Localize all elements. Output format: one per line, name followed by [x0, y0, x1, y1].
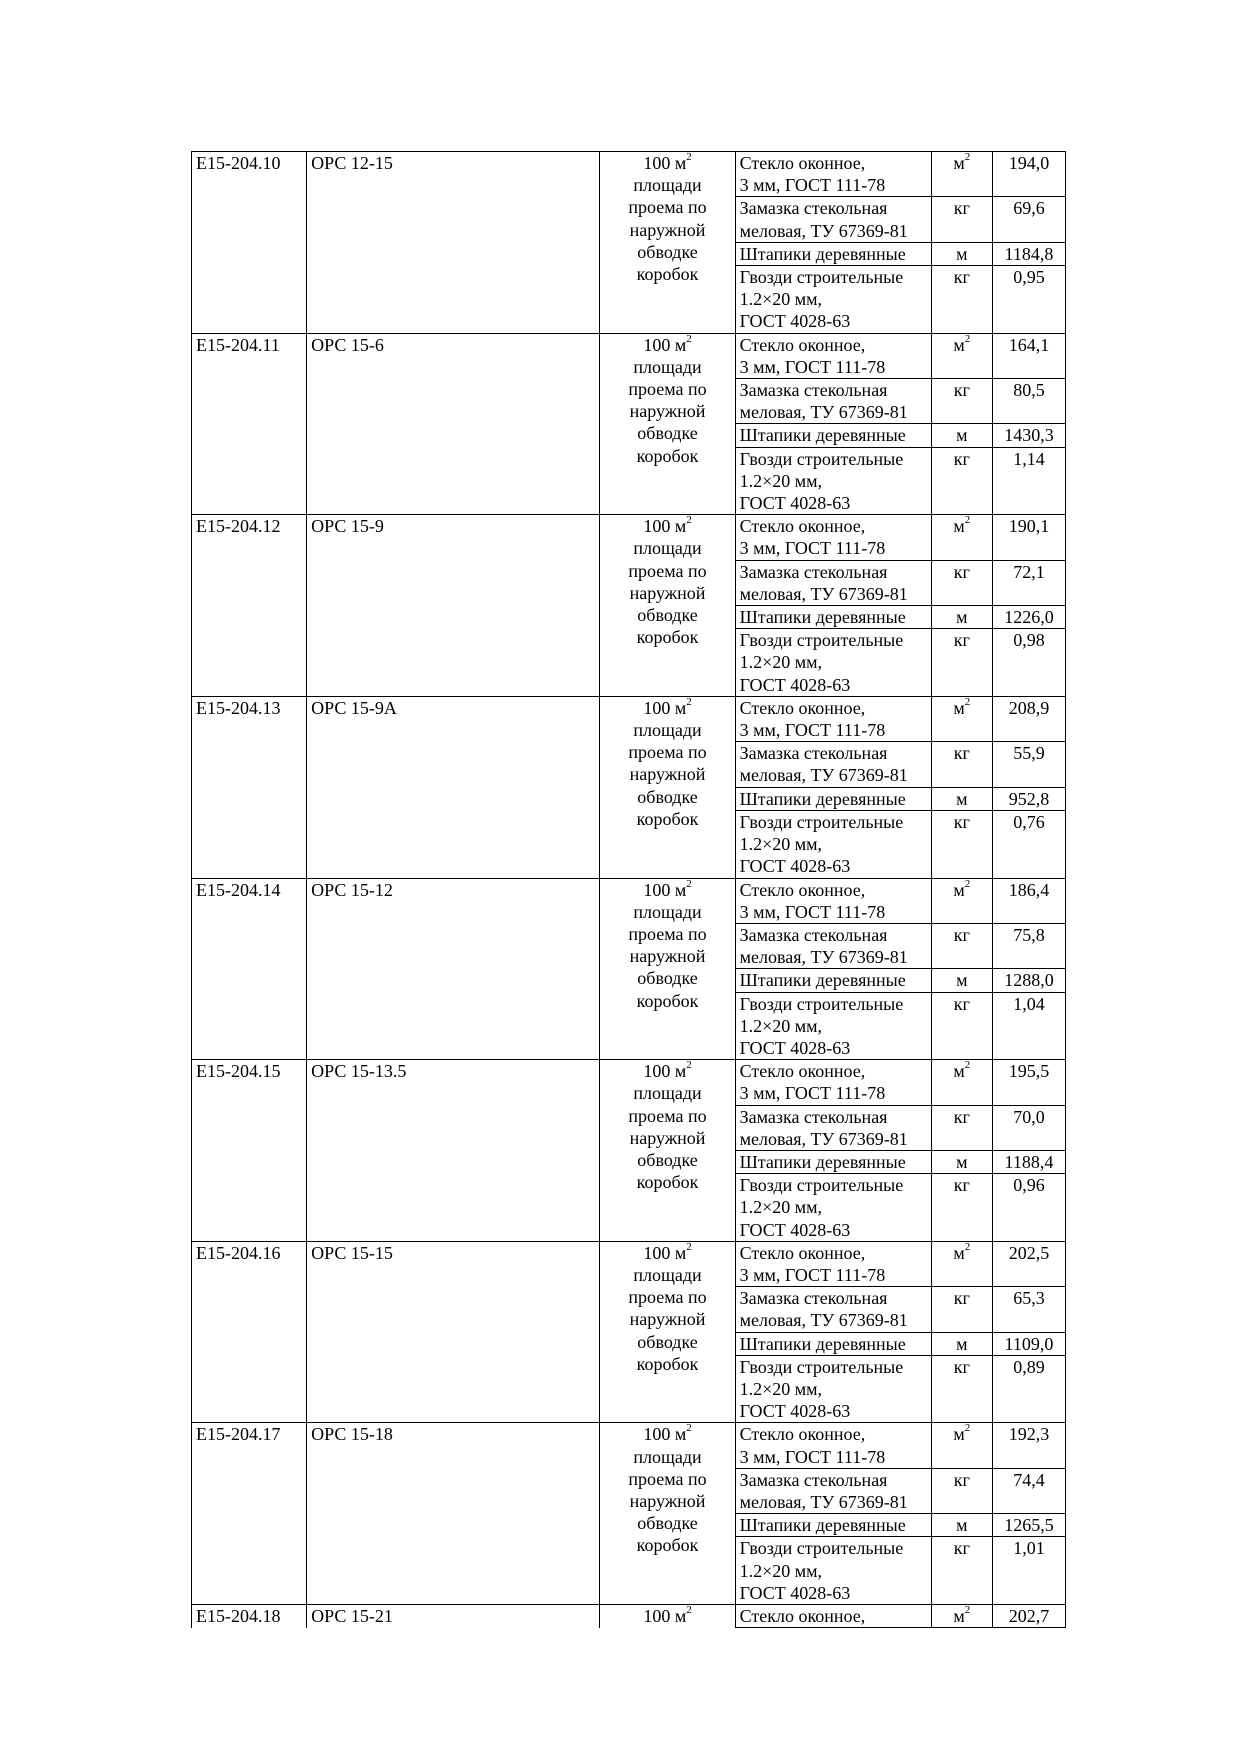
resource-unit: кг — [931, 629, 992, 697]
table-row — [192, 1605, 1066, 1628]
resource-name-line: 1.2×20 мм, — [739, 1378, 823, 1399]
resource-name — [735, 742, 931, 787]
norm-unit-line: наружной — [629, 582, 706, 603]
norm-name: ОРС 15-13.5 — [307, 1060, 600, 1242]
resource-value: 69,6 — [992, 197, 1065, 242]
resource-name — [735, 696, 931, 741]
resource-name-line: 3 мм, ГОСТ 111-78 — [739, 1083, 886, 1104]
norm-unit — [600, 696, 735, 878]
norm-unit-line: обводке — [637, 786, 698, 807]
norm-unit-line: обводке — [637, 1513, 698, 1534]
resource-name-line: 3 мм, ГОСТ 111-78 — [739, 175, 886, 196]
norm-name: ОРС 15-6 — [307, 333, 600, 515]
resource-name-line: ГОСТ 4028-63 — [739, 856, 851, 877]
norm-unit-line: 100 $м^2$ — [643, 878, 692, 900]
norm-unit-line: наружной — [629, 1490, 706, 1511]
resource-unit: м — [931, 787, 992, 810]
resource-value: 1109,0 — [992, 1332, 1065, 1355]
resource-name-line: Гвозди строительные — [739, 1175, 904, 1196]
resource-unit: кг — [931, 1355, 992, 1423]
norm-unit-line: 100 $м^2$ — [643, 696, 692, 718]
resource-unit: $м^2$ — [931, 333, 992, 378]
resource-unit: кг — [931, 1105, 992, 1150]
resource-name-line: меловая, ТУ 67369-81 — [739, 1310, 908, 1331]
resource-name — [735, 1150, 931, 1173]
resource-name-line: Замазка стекольная — [739, 561, 888, 582]
norm-code: Е15-204.12 — [192, 515, 307, 697]
norm-name: ОРС 15-15 — [307, 1241, 600, 1423]
resource-name-line: Стекло оконное, — [739, 1242, 866, 1263]
resource-unit: кг — [931, 1287, 992, 1332]
norm-code: Е15-204.16 — [192, 1241, 307, 1423]
resource-unit: кг — [931, 1537, 992, 1605]
resource-value: 0,89 — [992, 1355, 1065, 1423]
resource-name-line: Стекло оконное, — [739, 516, 866, 537]
resource-name — [735, 1537, 931, 1605]
resource-name — [735, 969, 931, 992]
resource-unit: $м^2$ — [931, 696, 992, 741]
norm-unit-line: площади — [633, 356, 702, 377]
resource-name-line: ГОСТ 4028-63 — [739, 1401, 851, 1422]
resource-value: 0,98 — [992, 629, 1065, 697]
table-row — [192, 152, 1066, 197]
norm-unit — [600, 1241, 735, 1423]
resource-name-line: Гвозди строительные — [739, 1356, 904, 1377]
resource-name-line: меловая, ТУ 67369-81 — [739, 765, 908, 786]
resource-unit: $м^2$ — [931, 1241, 992, 1286]
norm-unit-line: проема по — [628, 197, 707, 218]
resource-name-line: ГОСТ 4028-63 — [739, 311, 851, 332]
norm-unit-line: 100 $м^2$ — [643, 514, 692, 537]
resource-value: 72,1 — [992, 560, 1065, 605]
resource-name-line: Штапики деревянные — [739, 425, 906, 446]
resource-name — [735, 266, 931, 334]
norm-unit — [600, 1605, 735, 1628]
resource-name-line: Стекло оконное, — [739, 879, 866, 900]
norm-unit-line: коробок — [636, 445, 699, 466]
resource-name — [735, 923, 931, 968]
resource-value: 1265,5 — [992, 1514, 1065, 1537]
table-row — [192, 515, 1066, 560]
norm-unit-line: наружной — [629, 1127, 706, 1148]
resource-unit: кг — [931, 992, 992, 1060]
norm-unit-line: коробок — [636, 264, 699, 285]
norm-unit — [600, 333, 735, 515]
resource-name-line: Штапики деревянные — [739, 243, 906, 264]
resource-name — [735, 242, 931, 265]
norm-unit-line: проема по — [628, 560, 707, 581]
norm-unit — [600, 515, 735, 697]
resource-unit: кг — [931, 447, 992, 515]
resource-name-line: Стекло оконное, — [739, 153, 866, 173]
norm-unit-line: проема по — [628, 1105, 707, 1126]
norm-unit — [600, 878, 735, 1060]
resource-name-line: Замазка стекольная — [739, 380, 888, 401]
resource-name — [735, 992, 931, 1060]
norm-unit-line: коробок — [636, 990, 699, 1011]
norm-unit-line: обводке — [637, 605, 698, 626]
resource-name-line: Гвозди строительные — [739, 1538, 904, 1559]
norm-unit-line: наружной — [629, 1309, 706, 1330]
resource-unit: м — [931, 424, 992, 447]
norm-unit-line: коробок — [636, 1535, 699, 1556]
norm-unit-line: площади — [633, 538, 702, 559]
resource-value: 194,0 — [992, 152, 1065, 197]
norm-unit-line: 100 $м^2$ — [643, 151, 692, 173]
resource-name-line: Гвозди строительные — [739, 811, 904, 832]
resource-unit: $м^2$ — [931, 515, 992, 560]
resource-unit: кг — [931, 379, 992, 424]
norm-unit — [600, 1060, 735, 1242]
resource-name-line: 3 мм, ГОСТ 111-78 — [739, 720, 886, 741]
resource-name — [735, 379, 931, 424]
norm-unit-line: наружной — [629, 764, 706, 785]
norm-unit-line: проема по — [628, 923, 707, 944]
norm-unit-line: проема по — [628, 742, 707, 763]
norm-unit-line: 100 $м^2$ — [643, 333, 692, 355]
resource-name — [735, 878, 931, 923]
resource-unit: м — [931, 1150, 992, 1173]
norm-unit-line: проема по — [628, 379, 707, 400]
resource-value: 952,8 — [992, 787, 1065, 810]
resource-name — [735, 447, 931, 515]
resource-name-line: Замазка стекольная — [739, 743, 888, 764]
resource-value: 1,01 — [992, 1537, 1065, 1605]
resource-value: 186,4 — [992, 878, 1065, 923]
resource-name-line: 3 мм, ГОСТ 111-78 — [739, 901, 886, 922]
resource-unit: кг — [931, 560, 992, 605]
norms-table — [191, 151, 1066, 1628]
resource-unit: $м^2$ — [931, 1423, 992, 1468]
norm-code: Е15-204.11 — [192, 333, 307, 515]
resource-name — [735, 152, 931, 197]
resource-value: 1288,0 — [992, 969, 1065, 992]
resource-unit: кг — [931, 923, 992, 968]
norm-unit-line: коробок — [636, 627, 699, 648]
resource-name — [735, 1060, 931, 1105]
norm-name: ОРС 15-9 — [307, 515, 600, 697]
resource-name-line: 1.2×20 мм, — [739, 289, 823, 310]
resource-name-line: Штапики деревянные — [739, 607, 906, 628]
norm-unit-line: коробок — [636, 1172, 699, 1193]
resource-name-line: 3 мм, ГОСТ 111-78 — [739, 1446, 886, 1467]
resource-unit: кг — [931, 810, 992, 878]
norm-unit-line: обводке — [637, 423, 698, 444]
resource-name-line: меловая, ТУ 67369-81 — [739, 583, 908, 604]
resource-name-line: Гвозди строительные — [739, 630, 904, 651]
resource-name — [735, 606, 931, 629]
resource-name-line: Замазка стекольная — [739, 198, 888, 219]
resource-value: 1188,4 — [992, 1150, 1065, 1173]
norm-unit — [600, 152, 735, 334]
norm-code: Е15-204.10 — [192, 152, 307, 334]
resource-name-line: 1.2×20 мм, — [739, 652, 823, 673]
resource-name-line: Стекло оконное, — [739, 1606, 866, 1626]
norm-unit-line: обводке — [637, 968, 698, 989]
norm-code: Е15-204.17 — [192, 1423, 307, 1605]
norms-table-body — [192, 152, 1066, 1628]
resource-name — [735, 333, 931, 378]
resource-unit: м — [931, 606, 992, 629]
resource-name-line: Гвозди строительные — [739, 993, 904, 1014]
resource-name — [735, 1332, 931, 1355]
resource-name — [735, 1287, 931, 1332]
resource-name-line: меловая, ТУ 67369-81 — [739, 220, 908, 241]
resource-name — [735, 1174, 931, 1242]
table-row — [192, 333, 1066, 378]
resource-name-line: 1.2×20 мм, — [739, 1015, 823, 1036]
resource-value: 80,5 — [992, 379, 1065, 424]
resource-name-line: Стекло оконное, — [739, 1424, 866, 1445]
norm-unit-line: 100 $м^2$ — [643, 1422, 692, 1445]
resource-name — [735, 515, 931, 560]
resource-name — [735, 1468, 931, 1513]
resource-name-line: меловая, ТУ 67369-81 — [739, 1128, 908, 1149]
resource-name — [735, 1605, 931, 1628]
table-row — [192, 696, 1066, 741]
norm-unit-line: площади — [633, 720, 702, 741]
resource-name — [735, 1514, 931, 1537]
resource-value: 164,1 — [992, 333, 1065, 378]
norm-unit-line: 100 $м^2$ — [643, 1059, 692, 1082]
resource-name-line: 1.2×20 мм, — [739, 834, 823, 855]
norm-unit-line: проема по — [628, 1287, 707, 1308]
resource-name-line: Гвозди строительные — [739, 267, 904, 288]
resource-value: 74,4 — [992, 1468, 1065, 1513]
norm-unit-line: наружной — [629, 219, 706, 240]
resource-value: 202,7 — [992, 1605, 1065, 1628]
resource-name — [735, 629, 931, 697]
resource-unit: м — [931, 1514, 992, 1537]
resource-name-line: ГОСТ 4028-63 — [739, 674, 851, 695]
resource-value: 0,96 — [992, 1174, 1065, 1242]
norm-unit-line: 100 $м^2$ — [643, 1604, 692, 1626]
resource-unit: кг — [931, 1468, 992, 1513]
resource-name-line: меловая, ТУ 67369-81 — [739, 947, 908, 968]
norm-unit-line: площади — [633, 1083, 702, 1104]
resource-name — [735, 197, 931, 242]
resource-name-line: Штапики деревянные — [739, 1151, 906, 1172]
resource-name-line: Замазка стекольная — [739, 1288, 888, 1309]
resource-name — [735, 1105, 931, 1150]
resource-name — [735, 1355, 931, 1423]
norm-unit-line: площади — [633, 1264, 702, 1285]
norm-unit-line: площади — [633, 1446, 702, 1467]
norm-unit-line: площади — [633, 175, 702, 196]
resource-name — [735, 1241, 931, 1286]
norm-code: Е15-204.14 — [192, 878, 307, 1060]
resource-unit: кг — [931, 266, 992, 334]
resource-value: 208,9 — [992, 696, 1065, 741]
resource-value: 1,04 — [992, 992, 1065, 1060]
table-row — [192, 1423, 1066, 1468]
resource-name-line: 3 мм, ГОСТ 111-78 — [739, 1264, 886, 1285]
resource-name-line: 3 мм, ГОСТ 111-78 — [739, 538, 886, 559]
resource-value: 0,95 — [992, 266, 1065, 334]
resource-name-line: Замазка стекольная — [739, 1469, 888, 1490]
resource-name-line: ГОСТ 4028-63 — [739, 493, 851, 514]
table-row — [192, 878, 1066, 923]
norm-code: Е15-204.15 — [192, 1060, 307, 1242]
resource-name-line: Замазка стекольная — [739, 924, 888, 945]
norm-name: ОРС 15-9А — [307, 696, 600, 878]
resource-unit: $м^2$ — [931, 1605, 992, 1628]
resource-value: 1226,0 — [992, 606, 1065, 629]
resource-name-line: Стекло оконное, — [739, 697, 866, 718]
resource-name-line: Штапики деревянные — [739, 788, 906, 809]
resource-name — [735, 810, 931, 878]
resource-name-line: 1.2×20 мм, — [739, 1560, 823, 1581]
norm-name: ОРС 12-15 — [307, 152, 600, 334]
resource-unit: кг — [931, 1174, 992, 1242]
resource-unit: кг — [931, 197, 992, 242]
resource-name-line: 3 мм, ГОСТ 111-78 — [739, 356, 886, 377]
resource-unit: кг — [931, 742, 992, 787]
resource-name — [735, 424, 931, 447]
resource-name-line: ГОСТ 4028-63 — [739, 1037, 851, 1058]
norm-unit-line: 100 $м^2$ — [643, 1241, 692, 1263]
resource-unit: м — [931, 1332, 992, 1355]
resource-name-line: ГОСТ 4028-63 — [739, 1582, 851, 1603]
resource-name-line: 1.2×20 мм, — [739, 1197, 823, 1218]
norm-unit-line: коробок — [636, 1353, 699, 1374]
resource-unit: $м^2$ — [931, 1060, 992, 1105]
norm-code: Е15-204.13 — [192, 696, 307, 878]
resource-name — [735, 1423, 931, 1468]
resource-value: 1184,8 — [992, 242, 1065, 265]
resource-value: 65,3 — [992, 1287, 1065, 1332]
resource-value: 75,8 — [992, 923, 1065, 968]
norm-name: ОРС 15-18 — [307, 1423, 600, 1605]
resource-value: 55,9 — [992, 742, 1065, 787]
resource-name-line: Гвозди строительные — [739, 448, 904, 469]
resource-name-line: ГОСТ 4028-63 — [739, 1219, 851, 1240]
resource-name-line: 1.2×20 мм, — [739, 470, 823, 491]
resource-value: 192,3 — [992, 1423, 1065, 1468]
resource-value: 1,14 — [992, 447, 1065, 515]
resource-unit: $м^2$ — [931, 878, 992, 923]
resource-value: 0,76 — [992, 810, 1065, 878]
resource-name-line: Замазка стекольная — [739, 1106, 888, 1127]
table-row — [192, 1060, 1066, 1105]
table-row — [192, 1241, 1066, 1286]
resource-name-line: Стекло оконное, — [739, 1061, 866, 1082]
norm-name: ОРС 15-12 — [307, 878, 600, 1060]
norm-name: ОРС 15-21 — [307, 1605, 600, 1628]
norm-unit-line: обводке — [637, 241, 698, 262]
resource-name-line: Штапики деревянные — [739, 1515, 906, 1536]
norm-unit-line: проема по — [628, 1468, 707, 1489]
resource-name — [735, 560, 931, 605]
resource-value: 70,0 — [992, 1105, 1065, 1150]
resource-unit: м — [931, 969, 992, 992]
resource-name-line: меловая, ТУ 67369-81 — [739, 402, 908, 423]
norm-unit-line: обводке — [637, 1149, 698, 1170]
resource-name — [735, 787, 931, 810]
norm-code: Е15-204.18 — [192, 1605, 307, 1628]
norm-unit-line: площади — [633, 901, 702, 922]
resource-name-line: Штапики деревянные — [739, 970, 906, 991]
resource-unit: $м^2$ — [931, 152, 992, 197]
resource-name-line: меловая, ТУ 67369-81 — [739, 1491, 908, 1512]
resource-unit: м — [931, 242, 992, 265]
norm-unit — [600, 1423, 735, 1605]
resource-name-line: Штапики деревянные — [739, 1333, 906, 1354]
resource-value: 190,1 — [992, 515, 1065, 560]
resource-name-line: Стекло оконное, — [739, 334, 866, 355]
resource-value: 1430,3 — [992, 424, 1065, 447]
norm-unit-line: наружной — [629, 401, 706, 422]
norm-unit-line: коробок — [636, 808, 699, 829]
resource-value: 195,5 — [992, 1060, 1065, 1105]
norm-unit-line: наружной — [629, 946, 706, 967]
norm-unit-line: обводке — [637, 1331, 698, 1352]
resource-value: 202,5 — [992, 1241, 1065, 1286]
